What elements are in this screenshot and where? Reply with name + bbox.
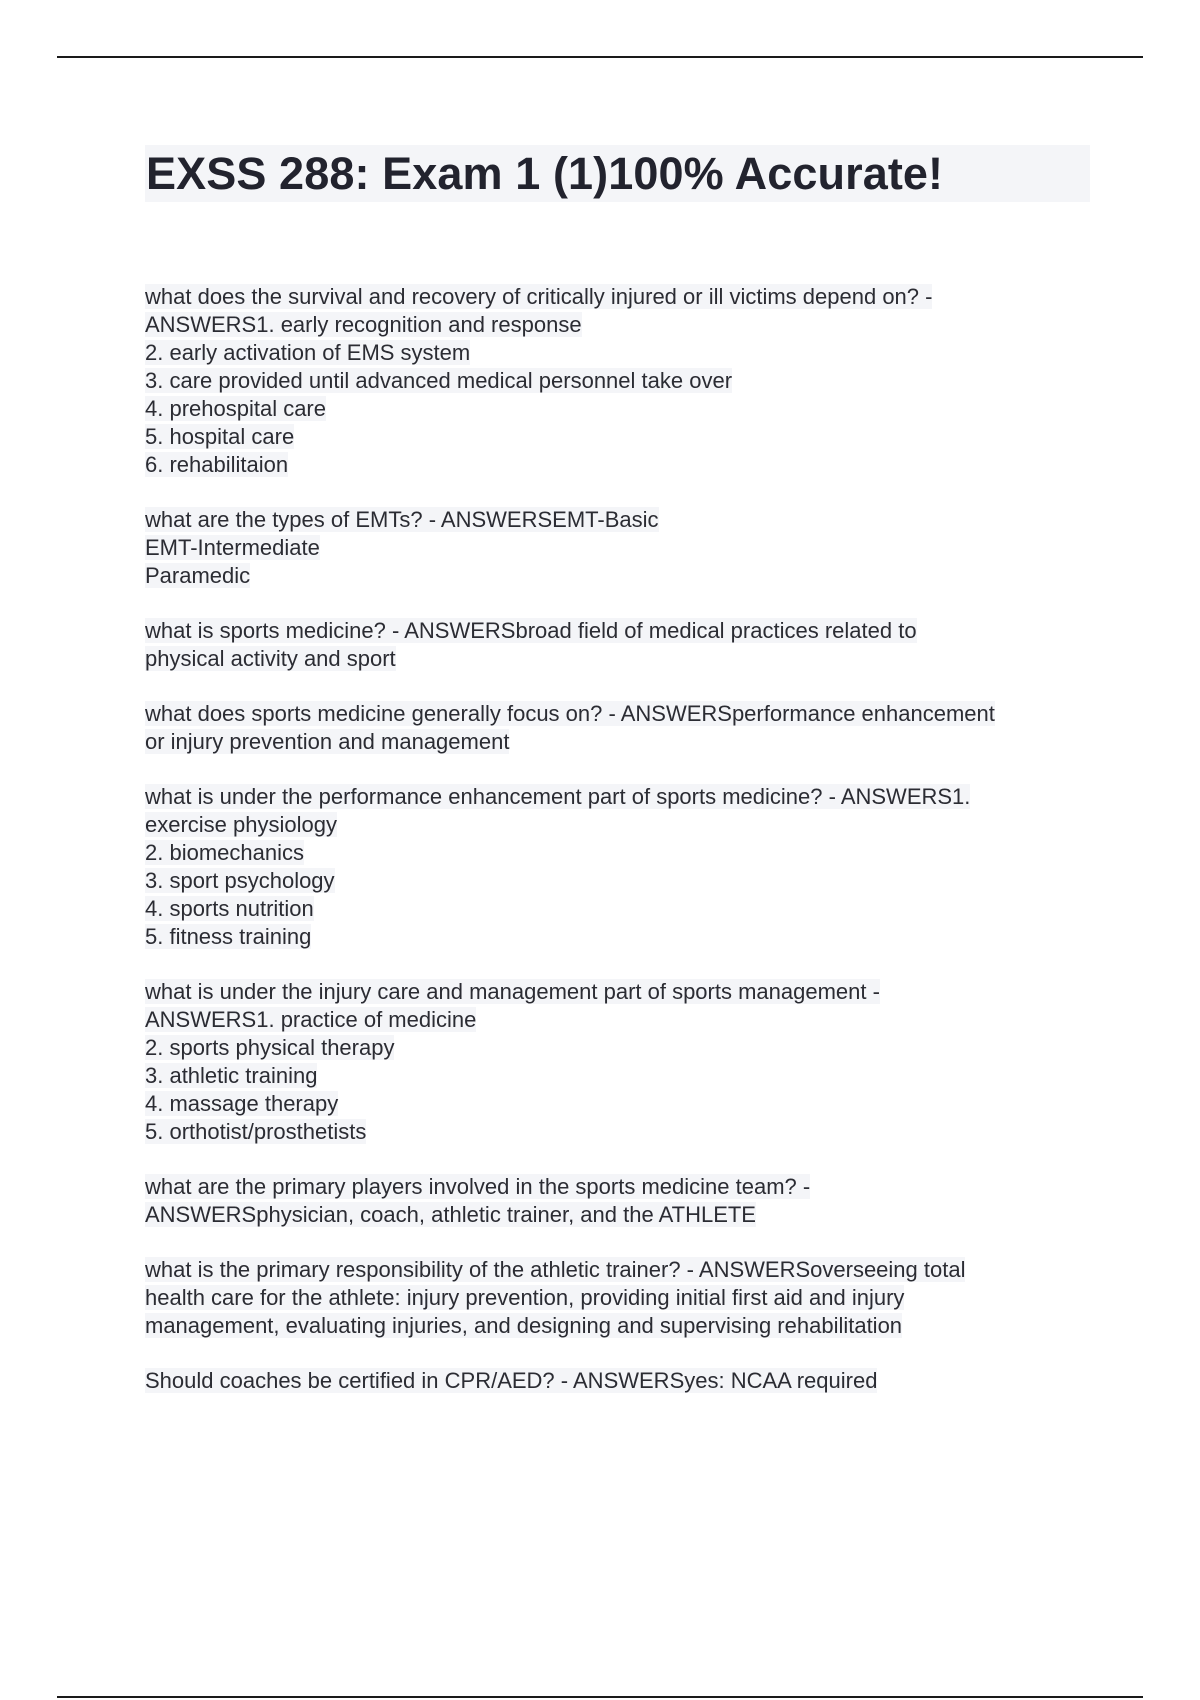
qa-line: what is under the performance enhancement part of sports medicine? - ANSWERS1.	[145, 784, 971, 809]
qa-line: 4. sports nutrition	[145, 896, 314, 921]
qa-item	[145, 283, 1090, 479]
qa-line: Paramedic	[145, 563, 251, 588]
qa-line: 2. biomechanics	[145, 840, 304, 865]
qa-line: what does the survival and recovery of critically injured or ill victims depend on? -	[145, 284, 933, 309]
qa-item	[145, 783, 1090, 951]
qa-line: 4. massage therapy	[145, 1091, 339, 1116]
qa-line: 4. prehospital care	[145, 396, 326, 421]
qa-line: 3. care provided until advanced medical personnel take over	[145, 368, 733, 393]
qa-item	[145, 700, 1090, 756]
qa-line: or injury prevention and management	[145, 729, 510, 754]
header-rule	[57, 56, 1143, 58]
qa-line: ANSWERS1. early recognition and response	[145, 312, 582, 337]
qa-line: what is sports medicine? - ANSWERSbroad field of medical practices related to	[145, 618, 917, 643]
qa-line: what is the primary responsibility of the athletic trainer? - ANSWERSoverseeing total	[145, 1257, 966, 1282]
qa-line: 2. early activation of EMS system	[145, 340, 471, 365]
qa-item	[145, 978, 1090, 1146]
qa-line: 5. fitness training	[145, 924, 312, 949]
document-page	[145, 145, 1090, 1422]
qa-item	[145, 1367, 1090, 1395]
qa-line: Should coaches be certified in CPR/AED? - ANSWERSyes: NCAA required	[145, 1368, 878, 1393]
qa-line: management, evaluating injuries, and designing and supervising rehabilitation	[145, 1313, 903, 1338]
qa-line: 5. hospital care	[145, 424, 295, 449]
qa-line: what does sports medicine generally focus on? - ANSWERSperformance enhancement	[145, 701, 995, 726]
qa-line: 5. orthotist/prosthetists	[145, 1119, 367, 1144]
qa-line: what is under the injury care and management part of sports management -	[145, 979, 880, 1004]
qa-line: 3. athletic training	[145, 1063, 318, 1088]
qa-line: 6. rehabilitaion	[145, 452, 289, 477]
qa-line: ANSWERS1. practice of medicine	[145, 1007, 477, 1032]
qa-line: what are the types of EMTs? - ANSWERSEMT-Basic	[145, 507, 659, 532]
qa-line: what are the primary players involved in the sports medicine team? -	[145, 1174, 811, 1199]
qa-line: ANSWERSphysician, coach, athletic trainer, and the ATHLETE	[145, 1202, 756, 1227]
qa-line: EMT-Intermediate	[145, 535, 320, 560]
qa-item	[145, 506, 1090, 590]
qa-line: physical activity and sport	[145, 646, 396, 671]
qa-item	[145, 617, 1090, 673]
qa-line: health care for the athlete: injury prevention, providing initial first aid and injury	[145, 1285, 905, 1310]
qa-list	[145, 283, 1090, 1395]
qa-line: exercise physiology	[145, 812, 337, 837]
qa-item	[145, 1256, 1090, 1340]
qa-item	[145, 1173, 1090, 1229]
document-title: EXSS 288: Exam 1 (1)100% Accurate!	[145, 145, 1090, 202]
footer-rule	[57, 1696, 1143, 1698]
qa-line: 3. sport psychology	[145, 868, 335, 893]
qa-line: 2. sports physical therapy	[145, 1035, 395, 1060]
